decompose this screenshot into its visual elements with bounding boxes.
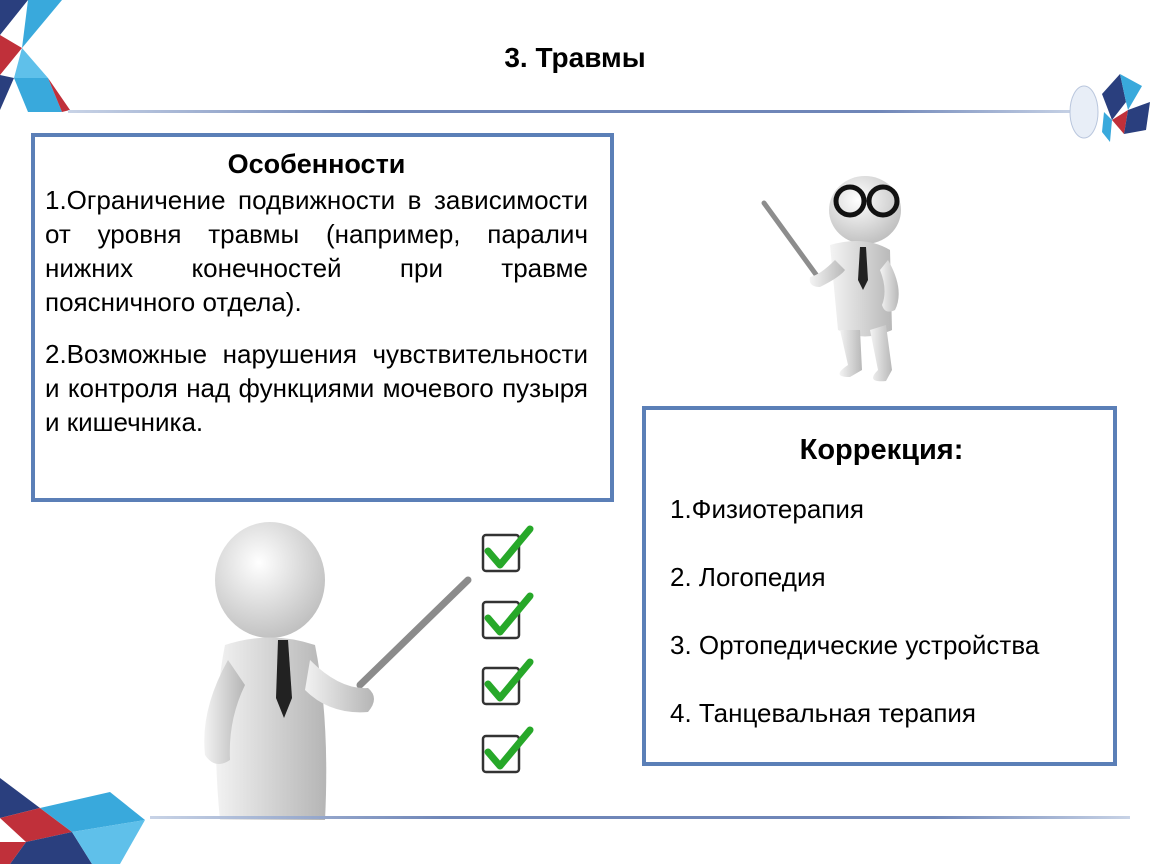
checkmark-icon (480, 658, 535, 708)
feature-point: 2.Возможные нарушения чувствительности и контроля над функциями мочевого пузыря и кишечника. (45, 339, 588, 437)
checkmark-icon (480, 525, 535, 575)
list-item: 2. Логопедия (670, 562, 826, 592)
mini-logo-icon (1066, 72, 1150, 150)
header-divider (68, 110, 1078, 113)
checkmark-icon (480, 726, 535, 776)
teacher-with-glasses-icon (680, 165, 920, 405)
correction-list (670, 492, 1093, 764)
feature-point: 1.Ограничение подвижности в зависимости от уровня травмы (например, паралич нижних конечностей при травме поясничного отдела). (45, 185, 588, 317)
corner-logo-icon (0, 770, 150, 864)
list-item: 3. Ортопедические устройства (670, 630, 1040, 660)
footer-divider (150, 816, 1130, 819)
correction-box (642, 406, 1117, 766)
list-item: 4. Танцевальная терапия (670, 698, 976, 728)
correction-heading: Коррекция: (799, 434, 964, 466)
features-box (31, 133, 614, 502)
presenter-figure-icon (190, 520, 490, 820)
checkmark-icon (480, 592, 535, 642)
slide-title: 3. Травмы (504, 42, 646, 73)
list-item: 1.Физиотерапия (670, 494, 864, 524)
features-heading: Особенности (227, 149, 406, 179)
